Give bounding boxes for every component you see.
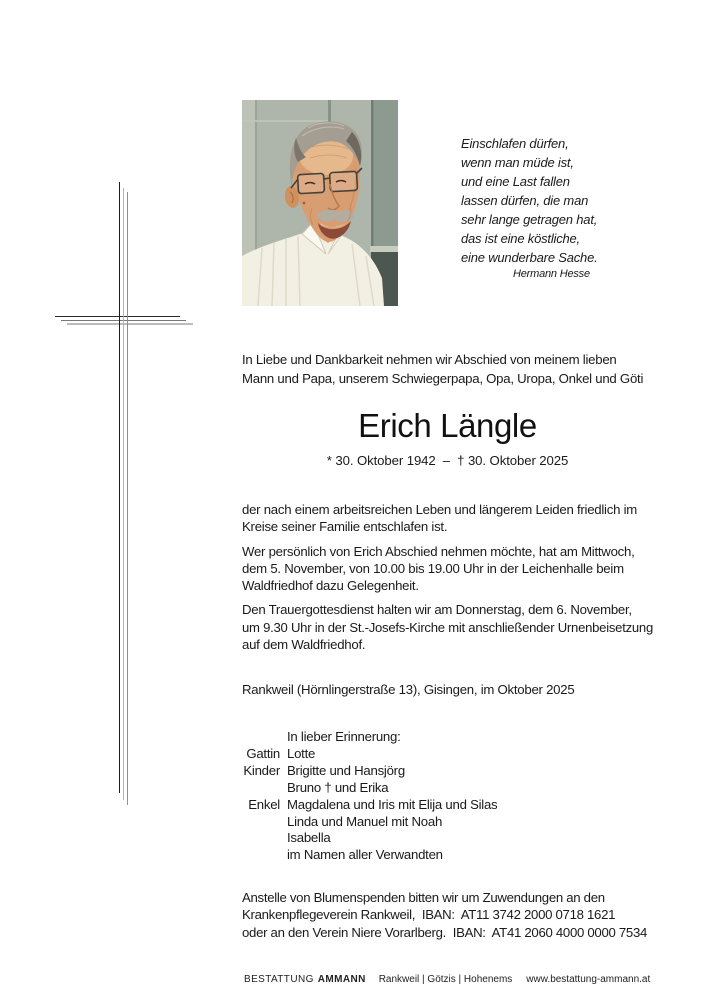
cross-bar-dark bbox=[55, 316, 180, 318]
portrait-photo bbox=[242, 100, 398, 306]
body-line: Wer persönlich von Erich Abschied nehmen möchte, hat am Mittwoch, bbox=[242, 543, 635, 559]
cross-stem-dark bbox=[119, 182, 121, 793]
footer-locations: Rankweil | Götzis | Hohenems bbox=[378, 974, 513, 985]
body-line: Waldfriedhof dazu Gelegenheit. bbox=[242, 578, 419, 593]
paragraph bbox=[242, 543, 653, 595]
cross-stem-light bbox=[123, 188, 125, 800]
brand-word-bestattung: BESTATTUNG bbox=[244, 974, 314, 985]
paragraph bbox=[242, 601, 653, 653]
quote-line: das ist eine köstliche, bbox=[461, 231, 580, 246]
quote-line: Einschlafen dürfen, bbox=[461, 136, 569, 151]
memorial-value: Magdalena und Iris mit Elija und Silas bbox=[287, 796, 498, 812]
memorial-label: Kinder bbox=[243, 762, 280, 778]
memorial-row bbox=[242, 763, 653, 780]
funeral-home-brand bbox=[244, 974, 366, 985]
intro-line: Mann und Papa, unserem Schwiegerpapa, Opa, Uropa, Onkel und Göti bbox=[242, 371, 644, 386]
body-text bbox=[242, 501, 653, 660]
body-line: auf dem Waldfriedhof. bbox=[242, 636, 366, 652]
memorial-value: Lotte bbox=[287, 745, 316, 761]
memorial-label bbox=[242, 814, 280, 831]
memorial-row bbox=[242, 746, 653, 763]
birth-death-dates: * 30. Oktober 1942 – † 30. Oktober 2025 bbox=[326, 453, 569, 468]
memorial-label: Gattin bbox=[246, 745, 280, 761]
quote-line: wenn man müde ist, bbox=[461, 155, 574, 170]
donation-note bbox=[242, 889, 653, 941]
funeral-home-footer bbox=[244, 974, 650, 985]
intro-line: In Liebe und Dankbarkeit nehmen wir Abschied von meinem lieben bbox=[242, 352, 617, 367]
memorial-value: im Namen aller Verwandten bbox=[287, 847, 443, 863]
quote-line: lassen dürfen, die man bbox=[461, 193, 589, 208]
intro-paragraph bbox=[242, 350, 653, 388]
deceased-name: Erich Längle bbox=[358, 407, 537, 444]
donation-line: Krankenpflegeverein Rankweil, IBAN: AT11 3742 2000 0718 1621 bbox=[242, 907, 616, 923]
quote-line: eine wunderbare Sache. bbox=[461, 250, 598, 265]
footer-website: www.bestattung-ammann.at bbox=[526, 974, 651, 985]
memorial-list bbox=[242, 729, 653, 864]
body-line: Kreise seiner Familie entschlafen ist. bbox=[242, 519, 448, 535]
quote-attribution: Hermann Hesse bbox=[513, 268, 590, 280]
body-line: Den Trauergottesdienst halten wir am Donnerstag, dem 6. November, bbox=[242, 602, 632, 618]
memorial-row bbox=[242, 847, 653, 864]
quote-block bbox=[461, 134, 598, 284]
memorial-value: In lieber Erinnerung: bbox=[287, 729, 401, 744]
memorial-label bbox=[242, 847, 280, 864]
donation-line: oder an den Verein Niere Vorarlberg. IBAN: AT41 2060 4000 0000 7534 bbox=[242, 924, 648, 940]
memorial-row bbox=[242, 797, 653, 814]
cross-stem-mid bbox=[127, 192, 129, 805]
memorial-value: Brigitte und Hansjörg bbox=[287, 762, 405, 778]
memorial-row bbox=[242, 780, 653, 797]
cross-bar-light bbox=[67, 323, 193, 325]
memorial-row bbox=[242, 830, 653, 847]
body-line: der nach einem arbeitsreichen Leben und längerem Leiden friedlich im bbox=[242, 502, 637, 517]
portrait-illustration bbox=[242, 100, 398, 306]
place-date-line: Rankweil (Hörnlingerstraße 13), Gisingen, im Oktober 2025 bbox=[242, 682, 575, 697]
quote-line: sehr lange getragen hat, bbox=[461, 212, 598, 227]
memorial-value: Linda und Manuel mit Noah bbox=[287, 813, 443, 829]
quote-line: und eine Last fallen bbox=[461, 174, 570, 189]
paragraph bbox=[242, 501, 653, 535]
memorial-value: Bruno † und Erika bbox=[287, 779, 389, 795]
body-line: um 9.30 Uhr in der St.-Josefs-Kirche mit anschließender Urnenbeisetzung bbox=[242, 619, 653, 635]
body-line: dem 5. November, von 10.00 bis 19.00 Uhr in der Leichenhalle beim bbox=[242, 560, 624, 576]
memorial-label bbox=[242, 780, 280, 797]
brand-word-ammann: AMMANN bbox=[317, 974, 366, 985]
memorial-label: Enkel bbox=[248, 796, 280, 812]
donation-line: Anstelle von Blumenspenden bitten wir um Zuwendungen an den bbox=[242, 890, 605, 905]
memorial-label bbox=[242, 830, 280, 847]
memorial-row bbox=[242, 814, 653, 831]
memorial-row bbox=[242, 729, 653, 746]
memorial-value: Isabella bbox=[287, 830, 331, 846]
memorial-label bbox=[242, 729, 280, 746]
